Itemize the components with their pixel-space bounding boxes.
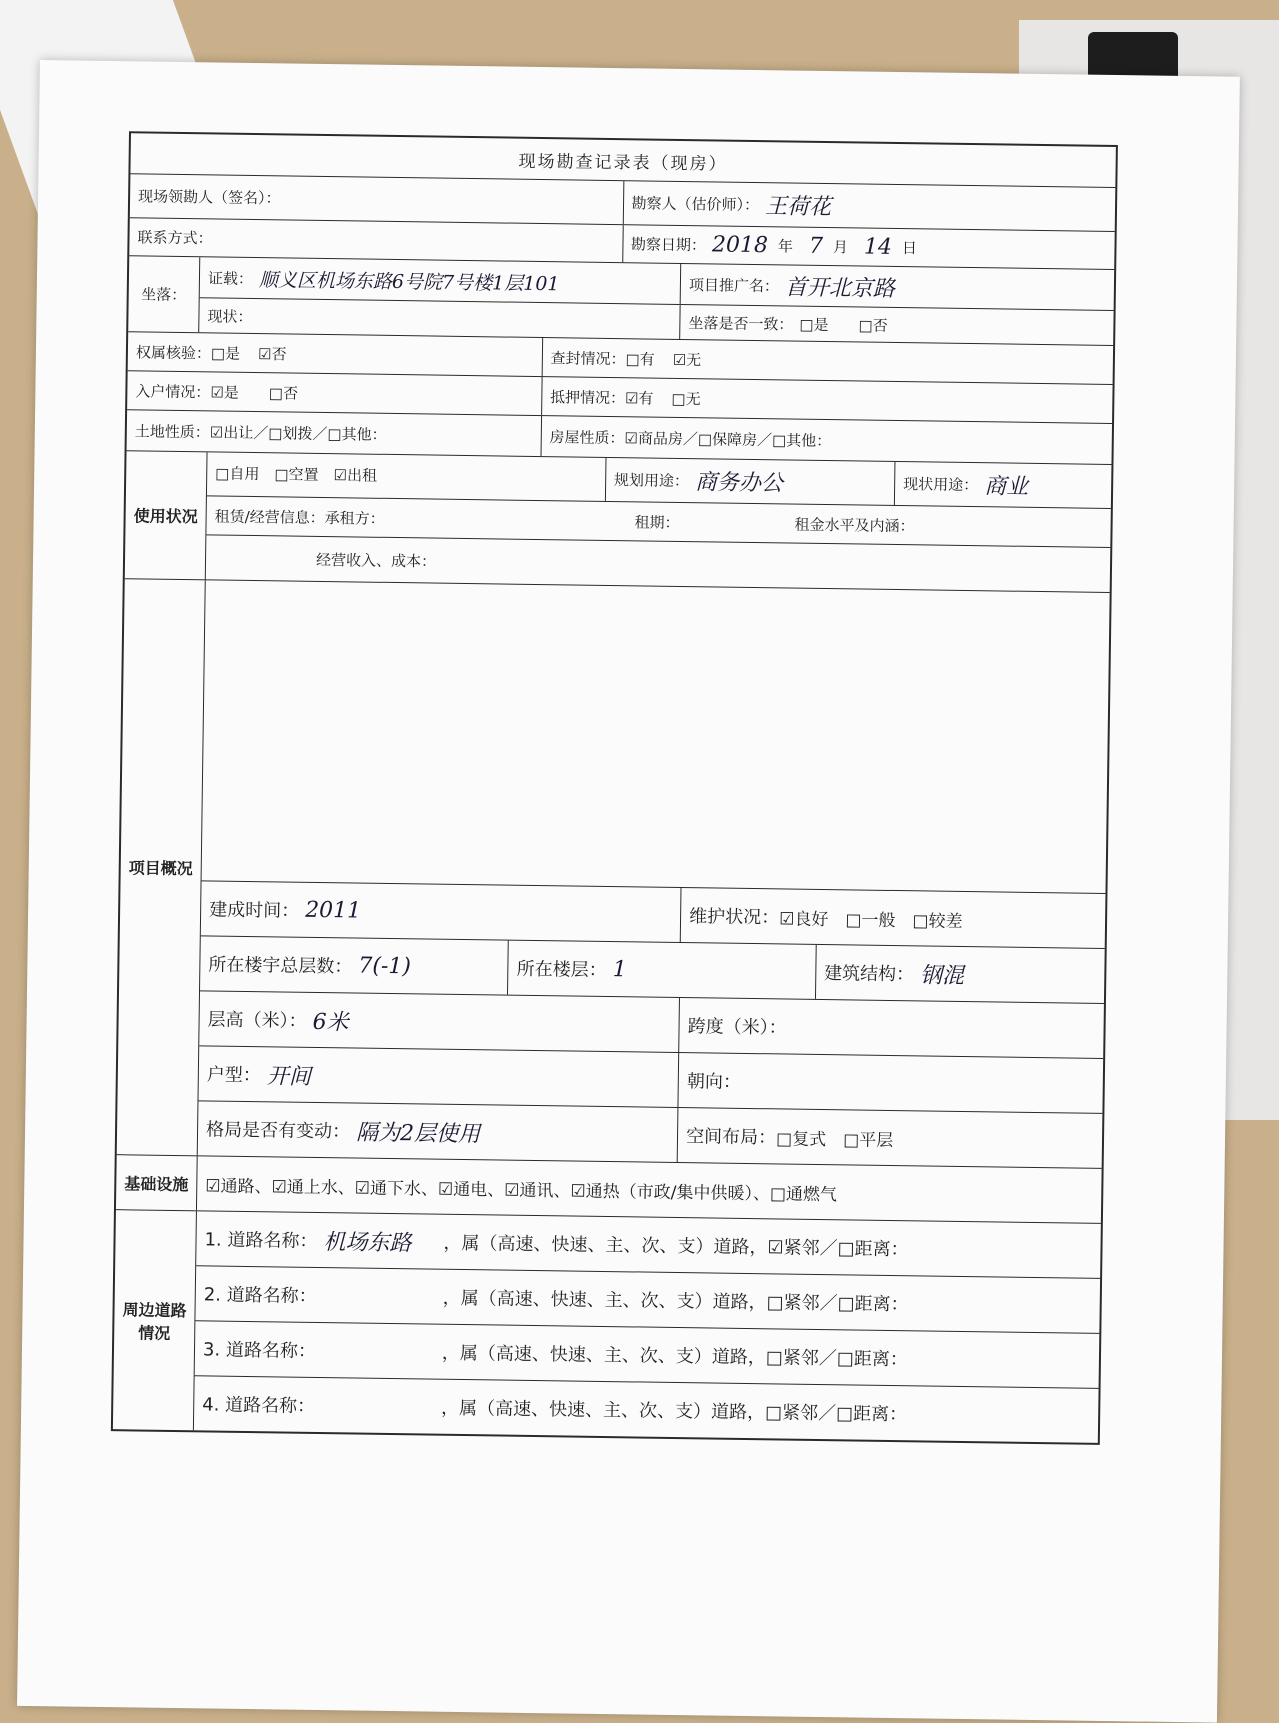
road-name-value	[322, 1350, 442, 1352]
floors-label: 所在楼宇总层数：	[208, 954, 353, 978]
location-row	[128, 255, 1114, 345]
ownership-label: 权属核验：	[135, 342, 212, 362]
income-label: 经营收入、成本：	[315, 550, 437, 571]
mortgage-cell	[541, 377, 1113, 423]
layout-cell	[677, 1108, 1103, 1168]
term-label: 租期：	[634, 512, 680, 532]
floors-value: 7(-1)	[358, 953, 412, 979]
layout-options[interactable]: □复式 □平层	[775, 1128, 894, 1151]
usage-stack	[205, 452, 1112, 592]
floor-cell	[507, 941, 815, 999]
road-desc: ，属（高速、快速、主、次、支）道路，□紧邻／□距离：	[442, 1287, 909, 1316]
road-name-label: 2. 道路名称：	[203, 1284, 317, 1307]
consistent-no[interactable]: □否	[858, 315, 888, 335]
usage-row	[125, 450, 1112, 592]
lead-label: 现场领勘人（签名）：	[137, 187, 281, 208]
roads-label: 周边道路情况	[122, 1299, 187, 1343]
entry-cell	[127, 371, 541, 415]
road-desc: ，属（高速、快速、主、次、支）道路，☑紧邻／□距离：	[443, 1232, 909, 1261]
orient-label: 朝向：	[686, 1071, 742, 1093]
entry-label: 入户情况：	[135, 381, 211, 401]
project-label: 项目推广名：	[688, 275, 780, 295]
cert-value: 顺义区机场东路6号院7号楼1层101	[258, 268, 560, 295]
mortgage-no[interactable]: □无	[671, 389, 701, 408]
land-label: 土地性质：	[134, 421, 210, 441]
floor-label: 所在楼层：	[516, 958, 607, 982]
planned-value: 商务办公	[694, 470, 784, 497]
current-use-label: 现状用途：	[903, 475, 979, 495]
seal-yes[interactable]: □有	[625, 349, 655, 369]
span-cell	[678, 998, 1104, 1058]
type-cell	[198, 1046, 678, 1107]
house-cell	[540, 416, 1112, 464]
infra-label: 基础设施	[124, 1173, 189, 1194]
road-row-4	[194, 1375, 1099, 1443]
built-cell	[201, 881, 681, 942]
ownership-no[interactable]: ☑否	[257, 344, 287, 363]
road-desc: ，属（高速、快速、主、次、支）道路，□紧邻／□距离：	[440, 1397, 908, 1426]
actual-row	[199, 297, 679, 339]
structure-cell	[815, 945, 1105, 1003]
road-cell-4	[194, 1376, 1099, 1443]
cert-row	[200, 257, 681, 304]
mortgage-yes[interactable]: ☑有	[624, 388, 654, 408]
overview-row	[117, 578, 1110, 1168]
maint-cell	[680, 888, 1106, 948]
date-year: 2018	[711, 232, 769, 259]
project-row	[681, 264, 1115, 310]
overview-blank-area	[202, 580, 1110, 893]
overview-label: 项目概况	[128, 858, 193, 879]
land-cell	[127, 410, 541, 456]
seal-no[interactable]: ☑无	[672, 350, 702, 369]
project-value: 首开北京路	[784, 274, 896, 302]
type-value: 开间	[266, 1063, 312, 1090]
rent-label: 租金水平及内涵：	[794, 515, 915, 535]
built-value: 2011	[304, 897, 362, 924]
actual-cell	[199, 298, 679, 339]
planned-label: 规划用途：	[613, 471, 690, 491]
structure-label: 建筑结构：	[823, 963, 915, 986]
maint-options[interactable]: ☑良好 □一般 □较差	[779, 908, 963, 932]
consistent-cell	[680, 305, 1113, 345]
day-unit: 日	[901, 239, 918, 258]
cert-label: 证载：	[207, 268, 254, 288]
location-stack	[198, 257, 680, 339]
roads-row	[113, 1209, 1101, 1443]
house-label: 房屋性质：	[549, 427, 625, 447]
type-label: 户型：	[206, 1064, 261, 1087]
consistent-label: 坐落是否一致：	[688, 313, 794, 334]
built-label: 建成时间：	[209, 899, 300, 922]
seal-label: 查封情况：	[550, 348, 626, 368]
month-unit: 月	[832, 238, 849, 257]
ownership-yes[interactable]: □是	[210, 343, 241, 363]
infra-options[interactable]: ☑通路、☑通上水、☑通下水、☑通电、☑通讯、☑通热（市政/集中供暖）、□通燃气	[205, 1175, 838, 1205]
road-desc: ，属（高速、快速、主、次、支）道路，□紧邻／□距离：	[441, 1342, 909, 1371]
mortgage-label: 抵押情况：	[549, 387, 626, 407]
height-label: 层高（米）：	[207, 1009, 307, 1032]
date-cell	[622, 225, 1115, 269]
floors-cell	[200, 936, 508, 994]
road-name-label: 4. 道路名称：	[202, 1394, 316, 1417]
roads-stack	[193, 1211, 1101, 1443]
road-name-label: 1. 道路名称：	[204, 1229, 318, 1252]
inspector-label: 勘察人（估价师）：	[631, 194, 760, 215]
inspector-cell	[622, 181, 1115, 231]
orient-cell	[678, 1053, 1104, 1113]
date-label: 勘察日期：	[630, 235, 707, 255]
current-use-value: 商业	[983, 474, 1029, 500]
change-value: 隔为2层使用	[355, 1120, 481, 1147]
structure-value: 钢混	[919, 962, 965, 989]
current-use-cell	[894, 462, 1112, 508]
consistent-yes[interactable]: □是	[799, 315, 829, 334]
overview-stack	[197, 580, 1110, 1168]
house-options[interactable]: ☑商品房／□保障房／□其他：	[624, 428, 832, 450]
road-name-label: 3. 道路名称：	[202, 1339, 317, 1362]
project-stack	[679, 264, 1114, 345]
ownership-cell	[128, 332, 542, 376]
lead-cell	[130, 174, 623, 224]
lease-label: 租赁/经营信息：承租方：	[214, 506, 385, 528]
survey-form	[111, 131, 1118, 1445]
floor-value: 1	[612, 956, 627, 982]
contact-cell	[129, 218, 622, 262]
height-value: 6米	[312, 1009, 349, 1035]
form-title: 现场勘查记录表（现房）	[518, 151, 728, 175]
maint-label: 维护状况：	[689, 906, 780, 929]
year-unit: 年	[777, 237, 794, 256]
change-cell	[198, 1101, 678, 1162]
road-name-value	[323, 1295, 443, 1297]
span-label: 跨度（米）：	[687, 1016, 787, 1039]
road-name-value: 机场东路	[323, 1229, 412, 1256]
usage-options[interactable]: □自用 □空置 ☑出租	[215, 463, 378, 485]
usage-label: 使用状况	[133, 506, 198, 527]
consistent-row	[680, 304, 1113, 345]
date-day: 14	[863, 234, 893, 260]
change-label: 格局是否有变动：	[205, 1119, 351, 1143]
usage-options-cell	[207, 452, 605, 498]
land-options[interactable]: ☑出让／□划拨／□其他：	[209, 422, 387, 444]
entry-no[interactable]: □否	[268, 383, 299, 403]
inspector-value: 王荷花	[764, 194, 832, 221]
road-name-value	[321, 1405, 441, 1407]
location-label: 坐落：	[141, 285, 187, 305]
cert-cell	[200, 257, 681, 304]
actual-label: 现状：	[207, 306, 253, 326]
height-cell	[199, 991, 679, 1052]
layout-label: 空间布局：	[685, 1126, 777, 1149]
seal-cell	[541, 338, 1113, 384]
paper-sheet	[17, 60, 1240, 1723]
entry-yes[interactable]: ☑是	[210, 382, 239, 402]
project-cell	[681, 264, 1115, 310]
contact-label: 联系方式：	[137, 228, 213, 248]
planned-cell	[605, 458, 895, 505]
date-month: 7	[808, 233, 824, 259]
